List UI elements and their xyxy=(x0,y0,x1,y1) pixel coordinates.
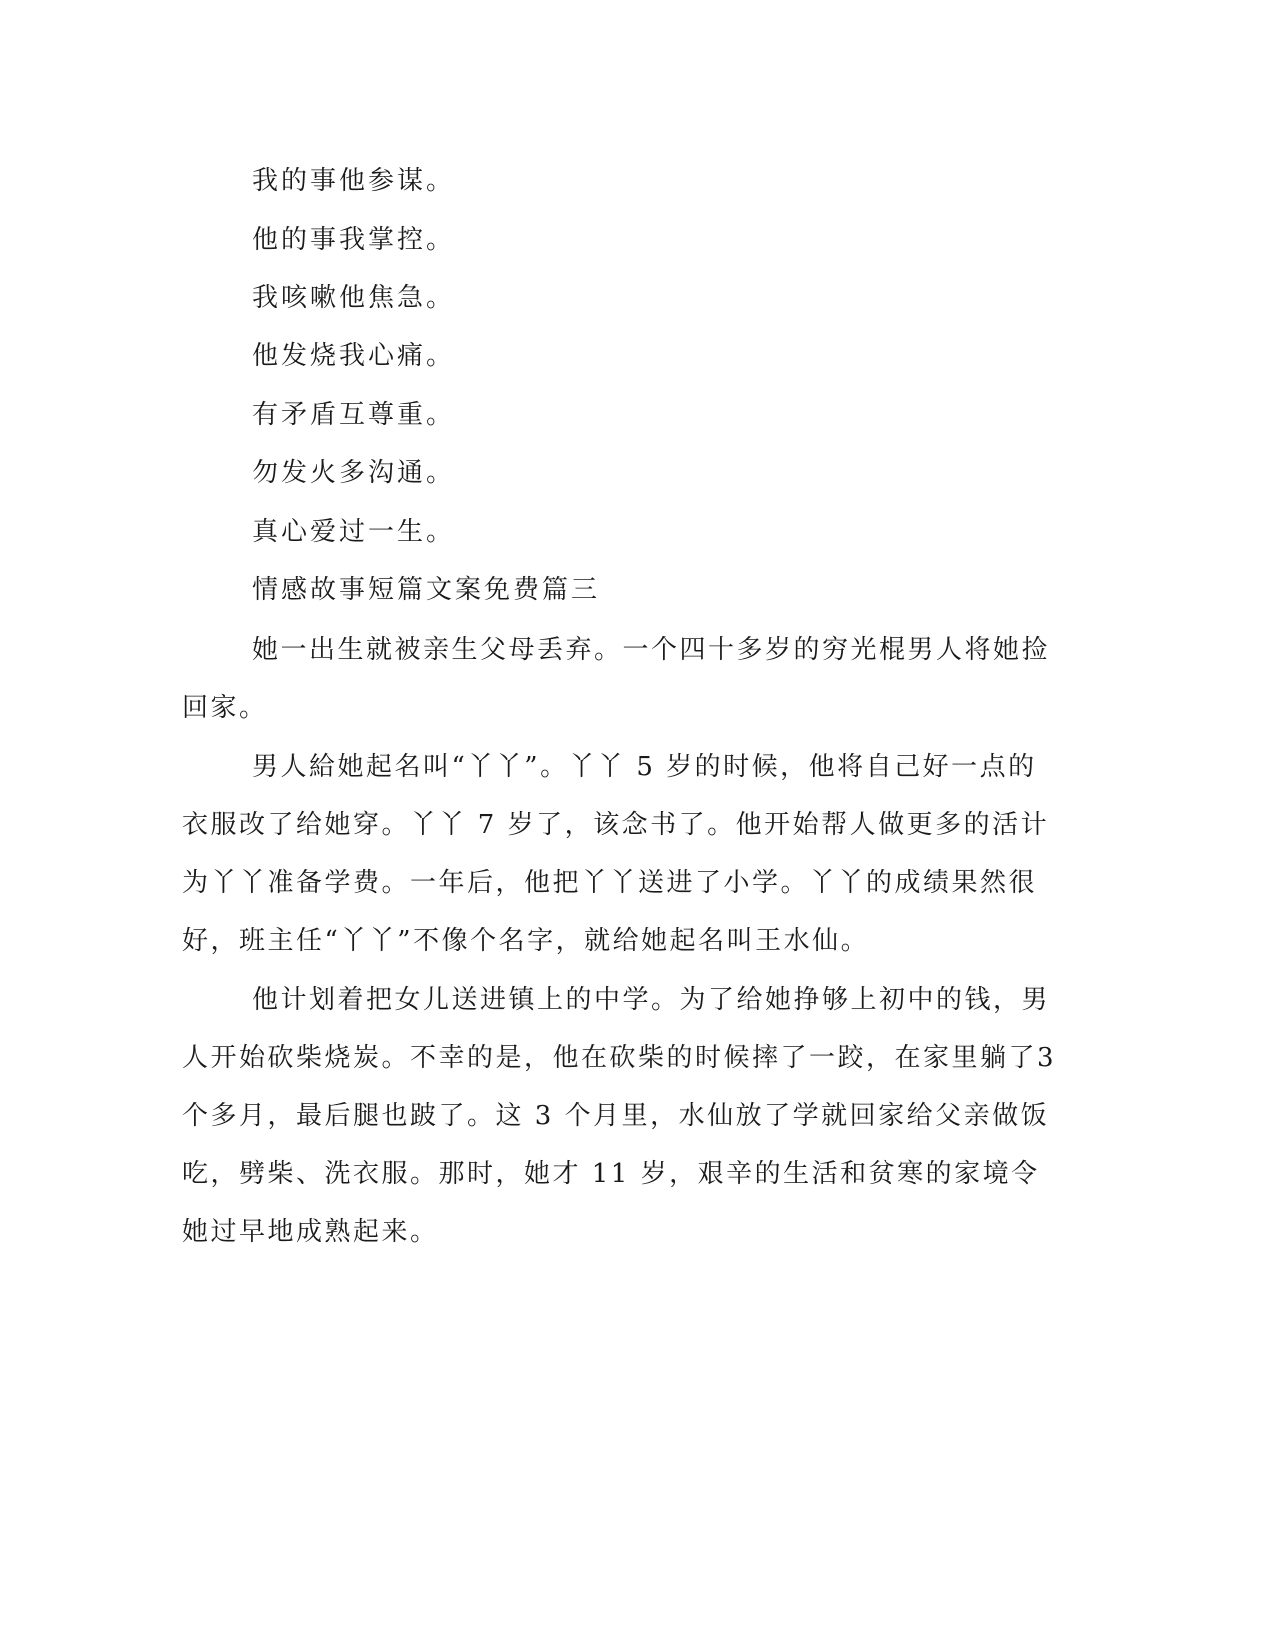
poem-line: 有矛盾互尊重。 xyxy=(252,400,456,430)
section-title: 情感故事短篇文案免费篇三 xyxy=(252,575,601,605)
poem-line: 真心爱过一生。 xyxy=(252,517,456,547)
poem-line: 我的事他参谋。 xyxy=(252,166,456,196)
poem-line: 勿发火多沟通。 xyxy=(252,458,456,488)
poem-line: 他的事我掌控。 xyxy=(252,225,456,255)
poem-line: 我咳嗽他焦急。 xyxy=(252,283,456,313)
paragraph: 男人給她起名叫“丫丫”。丫丫 5 岁的时候，他将自己好一点的衣服改了给她穿。丫丫 7 岁了，该念书了。他开始帮人做更多的活计为丫丫准备学费。一年后，他把丫丫送进了小学。丫丫的成绩果然很好，班主任“丫丫”不像个名字，就给她起名叫王水仙。 xyxy=(182,752,1050,956)
poem-line: 他发烧我心痛。 xyxy=(252,341,456,371)
paragraph: 她一出生就被亲生父母丢弃。一个四十多岁的穷光棍男人将她捡回家。 xyxy=(182,635,1051,723)
paragraph: 他计划着把女儿送进镇上的中学。为了给她挣够上初中的钱，男人开始砍柴烧炭。不幸的是，他在砍柴的时候摔了一跤，在家里躺了3 个多月，最后腿也跛了。这 3 个月里，水仙放了学就回家给父亲做饭吃，劈柴、洗衣服。那时，她才 11 岁，艰辛的生活和贫寒的家境令她过早地成熟起来。 xyxy=(182,985,1057,1247)
